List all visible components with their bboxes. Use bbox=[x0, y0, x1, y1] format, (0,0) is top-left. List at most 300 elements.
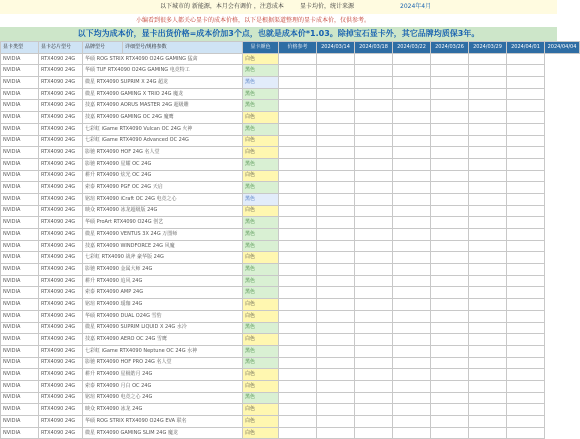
table-cell bbox=[431, 147, 469, 159]
column-header[interactable]: 显卡芯片型号 bbox=[39, 42, 83, 54]
table-cell bbox=[355, 404, 393, 416]
table-cell bbox=[355, 252, 393, 264]
table-cell: RTX4090 24G bbox=[39, 229, 83, 241]
table-cell bbox=[317, 112, 355, 124]
table-cell: RTX4090 24G bbox=[39, 345, 83, 357]
table-cell: RTX4090 24G bbox=[39, 100, 83, 112]
table-cell: 白色 bbox=[243, 299, 279, 311]
table-cell: 铭瑄 RTX4090 瑷珈 24G bbox=[83, 299, 243, 311]
column-header[interactable]: 品牌型号 bbox=[83, 42, 123, 54]
table-cell bbox=[393, 53, 431, 65]
table-cell bbox=[431, 416, 469, 428]
table-cell bbox=[355, 53, 393, 65]
table-row bbox=[1, 264, 580, 276]
table-cell bbox=[469, 135, 507, 147]
table-cell bbox=[507, 100, 545, 112]
table-cell: RTX4090 24G bbox=[39, 205, 83, 217]
table-cell: 铭瑄 RTX4090 电竞之心 24G bbox=[83, 392, 243, 404]
table-cell bbox=[355, 416, 393, 428]
table-cell bbox=[507, 53, 545, 65]
table-cell: 微星 RTX4090 VENTUS 3X 24G 万图师 bbox=[83, 229, 243, 241]
table-cell bbox=[507, 147, 545, 159]
table-row bbox=[1, 357, 580, 369]
table-cell: RTX4090 24G bbox=[39, 193, 83, 205]
table-cell: 黑色 bbox=[243, 65, 279, 77]
table-cell bbox=[317, 205, 355, 217]
table-row bbox=[1, 287, 580, 299]
table-row bbox=[1, 193, 580, 205]
table-cell bbox=[469, 404, 507, 416]
table-cell bbox=[469, 77, 507, 89]
table-cell bbox=[355, 123, 393, 135]
table-row bbox=[1, 275, 580, 287]
table-cell bbox=[507, 287, 545, 299]
table-cell bbox=[431, 53, 469, 65]
table-cell: 技嘉 RTX4090 GAMING OC 24G 魔鹰 bbox=[83, 112, 243, 124]
table-row bbox=[1, 404, 580, 416]
table-cell bbox=[507, 252, 545, 264]
table-cell bbox=[507, 416, 545, 428]
table-cell: NVIDIA bbox=[1, 170, 39, 182]
table-cell bbox=[431, 88, 469, 100]
table-cell: RTX4090 24G bbox=[39, 182, 83, 194]
table-cell bbox=[355, 217, 393, 229]
table-cell bbox=[393, 170, 431, 182]
table-cell bbox=[393, 299, 431, 311]
table-cell bbox=[279, 322, 317, 334]
table-cell bbox=[355, 147, 393, 159]
table-cell bbox=[355, 310, 393, 322]
table-cell: NVIDIA bbox=[1, 310, 39, 322]
table-cell bbox=[507, 135, 545, 147]
table-cell: NVIDIA bbox=[1, 252, 39, 264]
table-cell: 耕升 RTX4090 星极皓月 24G bbox=[83, 369, 243, 381]
table-cell: 技嘉 RTX4090 WINDFORCE 24G 风魔 bbox=[83, 240, 243, 252]
table-cell: RTX4090 24G bbox=[39, 252, 83, 264]
table-cell bbox=[507, 380, 545, 392]
table-cell: 黑色 bbox=[243, 77, 279, 89]
table-cell bbox=[317, 380, 355, 392]
table-cell bbox=[393, 240, 431, 252]
table-cell: NVIDIA bbox=[1, 275, 39, 287]
column-header[interactable]: 2024/03/26 bbox=[431, 42, 469, 54]
table-cell bbox=[317, 299, 355, 311]
table-cell: NVIDIA bbox=[1, 345, 39, 357]
banner-line2-text: 小编看到很多人都关心显卡的成本价格，以下是根据渠道整理的显卡成本价，仅供参考。 bbox=[136, 17, 371, 24]
table-cell: 白色 bbox=[243, 135, 279, 147]
table-cell bbox=[355, 135, 393, 147]
table-cell bbox=[431, 182, 469, 194]
table-cell bbox=[431, 170, 469, 182]
table-cell: RTX4090 24G bbox=[39, 170, 83, 182]
table-row bbox=[1, 100, 580, 112]
table-cell bbox=[317, 404, 355, 416]
table-cell bbox=[507, 404, 545, 416]
table-cell bbox=[469, 369, 507, 381]
table-cell: 七彩虹 iGame RTX4090 Vulcan OC 24G 火神 bbox=[83, 123, 243, 135]
table-cell: RTX4090 24G bbox=[39, 264, 83, 276]
table-cell bbox=[469, 299, 507, 311]
table-cell: 白色 bbox=[243, 427, 279, 439]
table-cell: 影驰 RTX4090 星耀 OC 24G bbox=[83, 158, 243, 170]
table-cell bbox=[469, 392, 507, 404]
table-cell bbox=[355, 112, 393, 124]
table-cell bbox=[317, 135, 355, 147]
table-cell: RTX4090 24G bbox=[39, 240, 83, 252]
table-cell bbox=[431, 205, 469, 217]
table-cell: NVIDIA bbox=[1, 416, 39, 428]
table-cell bbox=[317, 334, 355, 346]
table-row bbox=[1, 229, 580, 241]
table-cell: 白色 bbox=[243, 205, 279, 217]
table-cell bbox=[393, 287, 431, 299]
table-cell: 微星 RTX4090 GAMING X TRIO 24G 魔龙 bbox=[83, 88, 243, 100]
table-cell bbox=[507, 310, 545, 322]
table-cell: NVIDIA bbox=[1, 100, 39, 112]
table-cell bbox=[469, 205, 507, 217]
table-cell bbox=[317, 275, 355, 287]
table-cell: 耕升 RTX4090 炫光 OC 24G bbox=[83, 170, 243, 182]
table-row bbox=[1, 147, 580, 159]
column-header[interactable]: 2024/03/22 bbox=[393, 42, 431, 54]
table-cell bbox=[317, 217, 355, 229]
table-cell: 黑色 bbox=[243, 264, 279, 276]
table-cell bbox=[317, 193, 355, 205]
table-cell: 映众 RTX4090 冰龙超级版 24G bbox=[83, 205, 243, 217]
table-cell: 白色 bbox=[243, 53, 279, 65]
table-cell: NVIDIA bbox=[1, 135, 39, 147]
table-cell: 七彩虹 RTX4090 战斧 豪华版 24G bbox=[83, 252, 243, 264]
table-cell bbox=[393, 322, 431, 334]
table-row bbox=[1, 217, 580, 229]
table-cell bbox=[355, 275, 393, 287]
table-cell: RTX4090 24G bbox=[39, 369, 83, 381]
table-cell bbox=[507, 322, 545, 334]
table-cell bbox=[355, 240, 393, 252]
table-cell bbox=[355, 170, 393, 182]
table-cell: NVIDIA bbox=[1, 287, 39, 299]
table-cell: RTX4090 24G bbox=[39, 404, 83, 416]
table-cell bbox=[393, 404, 431, 416]
table-cell bbox=[469, 147, 507, 159]
table-cell: 华硕 ROG STRIX RTX4090 O24G GAMING 猛禽 bbox=[83, 53, 243, 65]
table-cell bbox=[393, 229, 431, 241]
table-cell bbox=[469, 275, 507, 287]
table-cell bbox=[431, 112, 469, 124]
table-cell bbox=[317, 416, 355, 428]
table-row bbox=[1, 299, 580, 311]
table-cell: RTX4090 24G bbox=[39, 77, 83, 89]
table-cell: NVIDIA bbox=[1, 322, 39, 334]
table-row bbox=[1, 135, 580, 147]
table-cell bbox=[431, 287, 469, 299]
table-cell bbox=[469, 427, 507, 439]
table-cell bbox=[507, 77, 545, 89]
table-cell bbox=[317, 65, 355, 77]
table-cell bbox=[431, 193, 469, 205]
table-cell: NVIDIA bbox=[1, 357, 39, 369]
table-body bbox=[1, 53, 580, 439]
table-cell: NVIDIA bbox=[1, 229, 39, 241]
price-table bbox=[0, 41, 580, 439]
table-cell: RTX4090 24G bbox=[39, 310, 83, 322]
table-row bbox=[1, 88, 580, 100]
table-cell: NVIDIA bbox=[1, 182, 39, 194]
column-header[interactable]: 2024/04/04 bbox=[545, 42, 580, 54]
table-row bbox=[1, 170, 580, 182]
table-cell bbox=[393, 158, 431, 170]
table-cell: 影驰 RTX4090 HOF PRO 24G 名人堂 bbox=[83, 357, 243, 369]
table-cell: NVIDIA bbox=[1, 427, 39, 439]
table-cell bbox=[279, 100, 317, 112]
table-cell: 黑色 bbox=[243, 240, 279, 252]
table-cell bbox=[355, 322, 393, 334]
table-cell: 映众 RTX4090 冰龙 24G bbox=[83, 404, 243, 416]
table-cell: RTX4090 24G bbox=[39, 112, 83, 124]
table-cell: NVIDIA bbox=[1, 205, 39, 217]
table-cell bbox=[431, 240, 469, 252]
table-cell bbox=[393, 310, 431, 322]
table-cell: 黑色 bbox=[243, 322, 279, 334]
table-cell: NVIDIA bbox=[1, 53, 39, 65]
banner-line2 bbox=[0, 14, 557, 27]
table-cell bbox=[393, 369, 431, 381]
table-cell bbox=[317, 369, 355, 381]
table-cell: RTX4090 24G bbox=[39, 53, 83, 65]
table-cell bbox=[393, 88, 431, 100]
table-cell: RTX4090 24G bbox=[39, 217, 83, 229]
table-cell: 白色 bbox=[243, 112, 279, 124]
table-cell bbox=[431, 264, 469, 276]
table-cell bbox=[317, 182, 355, 194]
table-cell bbox=[279, 147, 317, 159]
table-row bbox=[1, 240, 580, 252]
table-row bbox=[1, 334, 580, 346]
table-cell bbox=[355, 205, 393, 217]
table-cell bbox=[279, 193, 317, 205]
table-cell: 白色 bbox=[243, 380, 279, 392]
table-row bbox=[1, 310, 580, 322]
table-cell: 华硕 TUF RTX4090 O24G GAMING 电竞特工 bbox=[83, 65, 243, 77]
table-cell bbox=[279, 416, 317, 428]
table-cell: NVIDIA bbox=[1, 65, 39, 77]
table-cell bbox=[279, 135, 317, 147]
table-cell bbox=[507, 334, 545, 346]
column-header[interactable]: 2024/03/14 bbox=[317, 42, 355, 54]
table-cell: 华硕 ROG STRIX RTX4090 O24G EVA 联名 bbox=[83, 416, 243, 428]
table-cell bbox=[393, 182, 431, 194]
table-cell bbox=[469, 123, 507, 135]
table-cell bbox=[279, 170, 317, 182]
table-cell bbox=[279, 53, 317, 65]
table-cell bbox=[317, 240, 355, 252]
column-header[interactable]: 2024/03/29 bbox=[469, 42, 507, 54]
table-cell bbox=[317, 158, 355, 170]
table-cell bbox=[355, 77, 393, 89]
table-cell: RTX4090 24G bbox=[39, 135, 83, 147]
column-header[interactable]: 显卡类型 bbox=[1, 42, 39, 54]
table-row bbox=[1, 345, 580, 357]
table-cell bbox=[279, 158, 317, 170]
table-row bbox=[1, 322, 580, 334]
table-cell bbox=[469, 322, 507, 334]
table-cell bbox=[355, 334, 393, 346]
table-cell: 影驰 RTX4090 HOF 24G 名人堂 bbox=[83, 147, 243, 159]
table-cell bbox=[317, 53, 355, 65]
table-cell bbox=[279, 310, 317, 322]
table-cell: 白色 bbox=[243, 416, 279, 428]
table-cell bbox=[279, 334, 317, 346]
table-cell: 黑色 bbox=[243, 229, 279, 241]
table-cell bbox=[507, 65, 545, 77]
table-cell: 技嘉 RTX4090 AERO OC 24G 雪鹰 bbox=[83, 334, 243, 346]
table-cell bbox=[469, 357, 507, 369]
table-row bbox=[1, 392, 580, 404]
table-cell bbox=[431, 158, 469, 170]
table-cell bbox=[431, 229, 469, 241]
table-cell bbox=[507, 357, 545, 369]
table-cell bbox=[393, 100, 431, 112]
table-cell: 索泰 RTX4090 月白 OC 24G bbox=[83, 380, 243, 392]
table-cell bbox=[279, 392, 317, 404]
table-cell: NVIDIA bbox=[1, 77, 39, 89]
table-cell bbox=[355, 287, 393, 299]
table-cell bbox=[393, 275, 431, 287]
table-cell bbox=[469, 240, 507, 252]
table-cell: 微星 RTX4090 SUPRIM LIQUID X 24G 水冷 bbox=[83, 322, 243, 334]
table-cell bbox=[279, 240, 317, 252]
table-cell: 黑色 bbox=[243, 287, 279, 299]
table-row bbox=[1, 369, 580, 381]
table-cell: 七彩虹 iGame RTX4090 Advanced OC 24G bbox=[83, 135, 243, 147]
table-row bbox=[1, 65, 580, 77]
table-cell bbox=[355, 299, 393, 311]
table-cell bbox=[469, 380, 507, 392]
table-cell bbox=[431, 299, 469, 311]
table-cell: 索泰 RTX4090 PGF OC 24G 天启 bbox=[83, 182, 243, 194]
table-cell bbox=[469, 229, 507, 241]
table-cell: RTX4090 24G bbox=[39, 416, 83, 428]
table-cell bbox=[507, 88, 545, 100]
column-header[interactable]: 2024/04/01 bbox=[507, 42, 545, 54]
table-cell: 黑色 bbox=[243, 357, 279, 369]
table-cell bbox=[469, 158, 507, 170]
table-cell bbox=[431, 252, 469, 264]
table-cell bbox=[317, 77, 355, 89]
table-cell bbox=[393, 427, 431, 439]
column-header[interactable]: 详细型号/规格参数 bbox=[123, 42, 243, 54]
table-cell: 耕升 RTX4090 追风 24G bbox=[83, 275, 243, 287]
table-cell: NVIDIA bbox=[1, 88, 39, 100]
table-cell bbox=[469, 217, 507, 229]
table-cell bbox=[393, 193, 431, 205]
table-cell bbox=[279, 357, 317, 369]
table-cell bbox=[431, 310, 469, 322]
table-cell bbox=[469, 112, 507, 124]
table-cell bbox=[279, 427, 317, 439]
table-cell: 黑色 bbox=[243, 158, 279, 170]
table-cell: NVIDIA bbox=[1, 240, 39, 252]
table-cell bbox=[393, 147, 431, 159]
table-cell: 华硕 RTX4090 DUAL O24G 雪豹 bbox=[83, 310, 243, 322]
table-cell: 白色 bbox=[243, 310, 279, 322]
table-cell bbox=[279, 88, 317, 100]
table-cell bbox=[279, 112, 317, 124]
table-cell bbox=[355, 100, 393, 112]
banner-line1 bbox=[0, 0, 557, 14]
table-cell bbox=[507, 229, 545, 241]
table-cell bbox=[393, 77, 431, 89]
table-cell bbox=[469, 88, 507, 100]
table-row bbox=[1, 53, 580, 65]
table-cell bbox=[317, 147, 355, 159]
table-cell bbox=[279, 229, 317, 241]
table-cell bbox=[507, 158, 545, 170]
table-cell: RTX4090 24G bbox=[39, 158, 83, 170]
table-cell bbox=[431, 345, 469, 357]
table-cell bbox=[507, 427, 545, 439]
banner-line3: 以下均为成本价，显卡出货价格=成本价加3个点，也就是成本价*1.03。除掉宝石显卡外，其它品牌均质保3年。 bbox=[0, 27, 557, 41]
table-cell bbox=[393, 123, 431, 135]
table-cell bbox=[393, 392, 431, 404]
table-cell bbox=[469, 53, 507, 65]
column-header[interactable]: 2024/03/18 bbox=[355, 42, 393, 54]
table-cell bbox=[431, 380, 469, 392]
table-cell: 影驰 RTX4090 金属大师 24G bbox=[83, 264, 243, 276]
table-cell bbox=[393, 135, 431, 147]
table-cell bbox=[279, 299, 317, 311]
table-cell bbox=[431, 275, 469, 287]
table-cell: 七彩虹 iGame RTX4090 Neptune OC 24G 水神 bbox=[83, 345, 243, 357]
table-cell bbox=[393, 264, 431, 276]
table-cell bbox=[355, 380, 393, 392]
table-cell bbox=[507, 369, 545, 381]
table-cell: NVIDIA bbox=[1, 123, 39, 135]
table-cell bbox=[469, 287, 507, 299]
table-cell bbox=[355, 182, 393, 194]
column-header[interactable]: 显卡颜色 bbox=[243, 42, 279, 54]
table-cell bbox=[317, 322, 355, 334]
table-cell: 黑色 bbox=[243, 123, 279, 135]
table-cell: 白色 bbox=[243, 334, 279, 346]
table-cell bbox=[469, 65, 507, 77]
table-cell: RTX4090 24G bbox=[39, 287, 83, 299]
table-cell bbox=[507, 240, 545, 252]
table-cell bbox=[507, 264, 545, 276]
table-cell bbox=[279, 264, 317, 276]
table-cell bbox=[279, 380, 317, 392]
table-cell: RTX4090 24G bbox=[39, 147, 83, 159]
table-cell bbox=[279, 369, 317, 381]
table-cell bbox=[393, 205, 431, 217]
column-header[interactable]: 价格参考 bbox=[279, 42, 317, 54]
table-row bbox=[1, 380, 580, 392]
table-cell bbox=[507, 193, 545, 205]
table-cell bbox=[355, 264, 393, 276]
table-cell bbox=[279, 205, 317, 217]
table-cell bbox=[355, 88, 393, 100]
table-cell bbox=[507, 392, 545, 404]
table-cell: 白色 bbox=[243, 147, 279, 159]
table-cell bbox=[393, 252, 431, 264]
table-cell: 黑色 bbox=[243, 193, 279, 205]
table-row bbox=[1, 158, 580, 170]
table-cell bbox=[317, 310, 355, 322]
table-cell bbox=[279, 217, 317, 229]
table-cell bbox=[469, 264, 507, 276]
table-cell bbox=[431, 217, 469, 229]
table-cell bbox=[317, 392, 355, 404]
